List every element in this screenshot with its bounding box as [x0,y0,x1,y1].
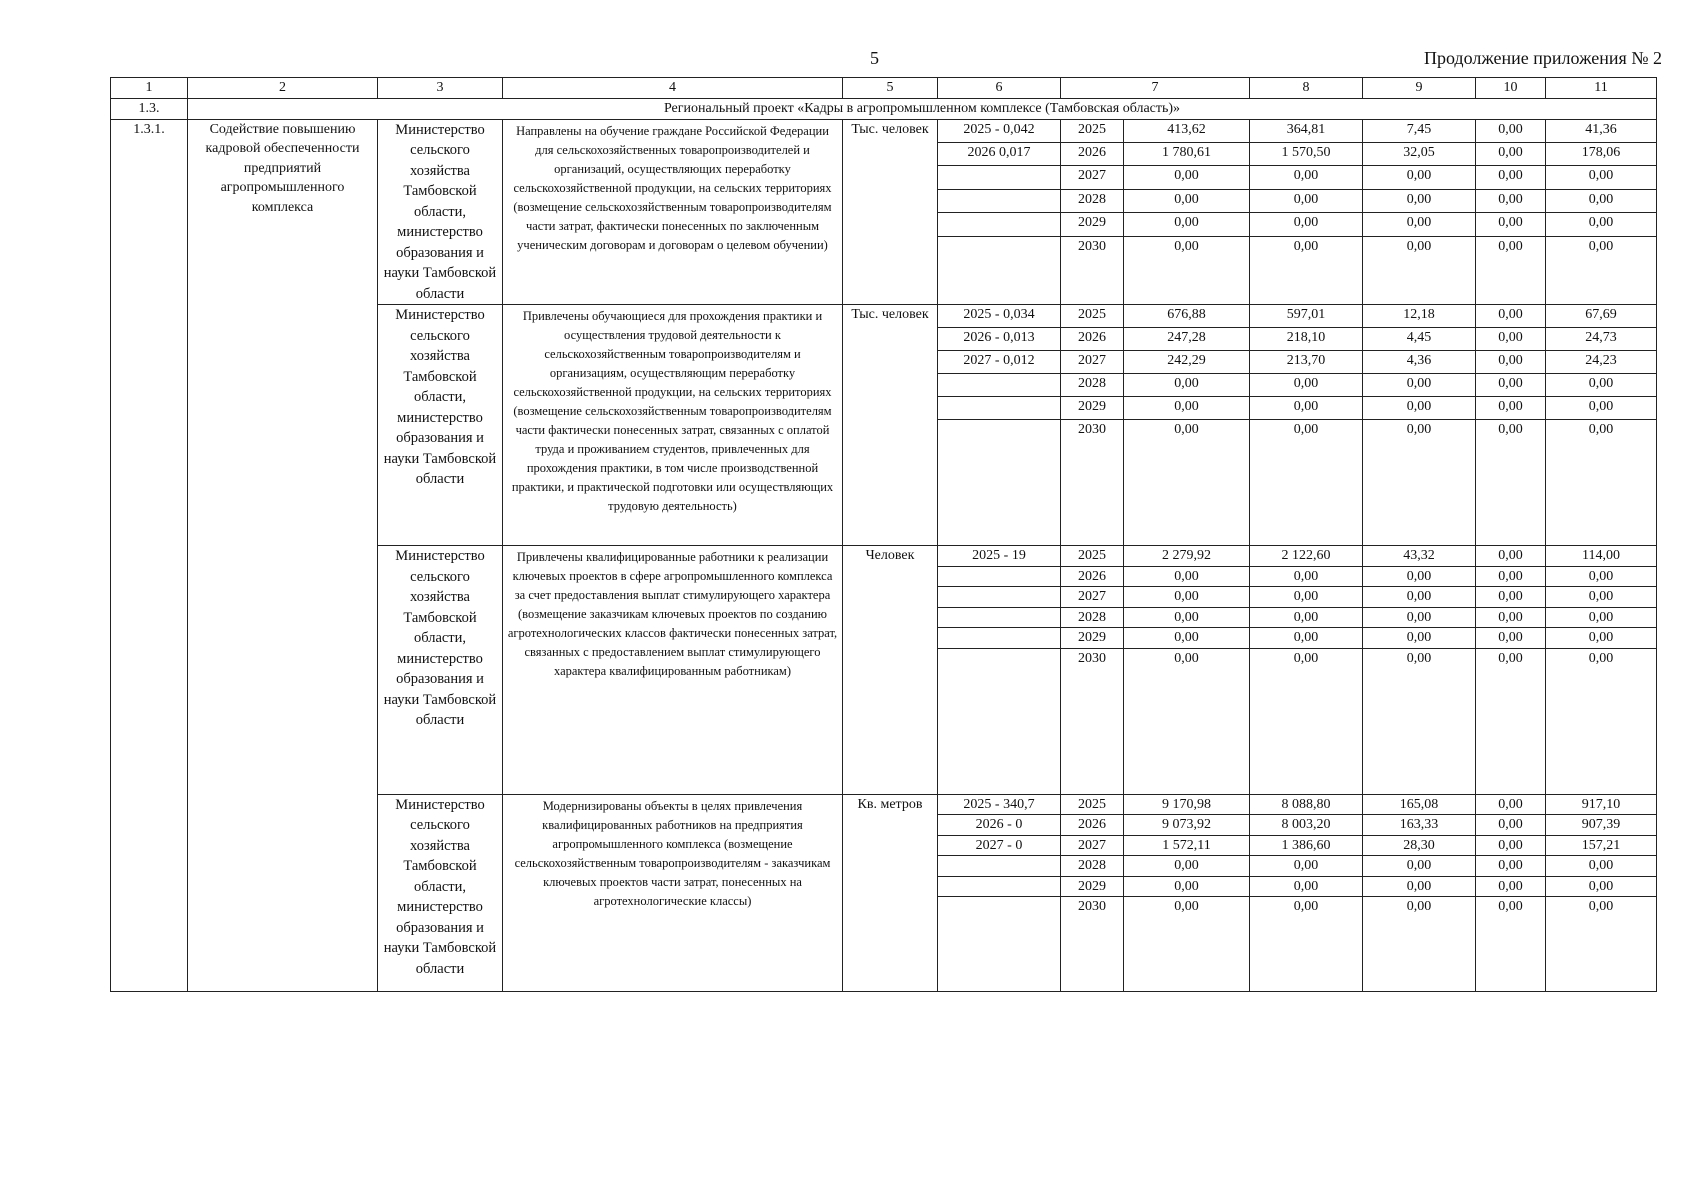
federal-budget-cell: 597,01 [1250,305,1363,328]
federal-budget-cell: 0,00 [1250,897,1363,992]
total-funding-cell: 0,00 [1124,166,1250,189]
regional-budget-cell: 0,00 [1363,420,1476,546]
regional-budget-cell: 0,00 [1363,876,1476,897]
extrabudgetary-cell: 24,73 [1546,328,1657,351]
year-cell: 2030 [1061,648,1124,794]
responsible-ministry: Министерство сельского хозяйства Тамбовской области, министерство образования и науки Тамбовской области [378,546,503,795]
target-value [938,607,1061,628]
col-header: 2 [188,78,378,99]
target-value [938,856,1061,877]
total-funding-cell: 413,62 [1124,119,1250,142]
regional-budget-cell: 165,08 [1363,794,1476,815]
total-funding-cell: 242,29 [1124,351,1250,374]
local-budget-cell: 0,00 [1476,305,1546,328]
local-budget-cell: 0,00 [1476,166,1546,189]
year-cell: 2029 [1061,628,1124,649]
local-budget-cell: 0,00 [1476,397,1546,420]
project-row [111,99,1657,120]
total-funding-cell: 0,00 [1124,648,1250,794]
item-name: Содействие повышению кадровой обеспеченности предприятий агропромышленного комплекса [188,119,378,992]
year-cell: 2030 [1061,897,1124,992]
target-value [938,397,1061,420]
federal-budget-cell: 213,70 [1250,351,1363,374]
regional-budget-cell: 4,36 [1363,351,1476,374]
local-budget-cell: 0,00 [1476,835,1546,856]
target-value [938,897,1061,992]
item-code: 1.3.1. [111,119,188,992]
total-funding-cell: 0,00 [1124,607,1250,628]
local-budget-cell: 0,00 [1476,876,1546,897]
target-value: 2025 - 19 [938,546,1061,567]
page-number: 5 [870,48,879,68]
local-budget-cell: 0,00 [1476,815,1546,836]
target-value [938,166,1061,189]
local-budget-cell: 0,00 [1476,628,1546,649]
result-description: Модернизированы объекты в целях привлечения квалифицированных работников на предприятия агропромышленного комплекса (возмещение сельскохозяйственным товаропроизводителям - заказчикам ключевых проектов части затрат, понесенных на агротехнологические классы) [503,794,843,992]
total-funding-cell: 247,28 [1124,328,1250,351]
year-cell: 2028 [1061,189,1124,212]
extrabudgetary-cell: 917,10 [1546,794,1657,815]
year-cell: 2028 [1061,856,1124,877]
regional-budget-cell: 0,00 [1363,607,1476,628]
local-budget-cell: 0,00 [1476,546,1546,567]
federal-budget-cell: 8 088,80 [1250,794,1363,815]
extrabudgetary-cell: 0,00 [1546,189,1657,212]
total-funding-cell: 0,00 [1124,189,1250,212]
regional-budget-cell: 0,00 [1363,566,1476,587]
federal-budget-cell: 0,00 [1250,213,1363,236]
target-value [938,876,1061,897]
unit-of-measure: Тыс. человек [843,305,938,546]
local-budget-cell: 0,00 [1476,236,1546,304]
year-cell: 2026 [1061,328,1124,351]
target-value [938,189,1061,212]
local-budget-cell: 0,00 [1476,897,1546,992]
local-budget-cell: 0,00 [1476,794,1546,815]
regional-budget-cell: 0,00 [1363,628,1476,649]
regional-budget-cell: 43,32 [1363,546,1476,567]
year-cell: 2027 [1061,587,1124,608]
column-number-row [111,78,1657,99]
responsible-ministry: Министерство сельского хозяйства Тамбовской области, министерство образования и науки Тамбовской области [378,119,503,305]
regional-budget-cell: 28,30 [1363,835,1476,856]
extrabudgetary-cell: 178,06 [1546,142,1657,165]
col-header: 7 [1061,78,1250,99]
target-value [938,420,1061,546]
year-cell: 2028 [1061,374,1124,397]
col-header: 4 [503,78,843,99]
year-cell: 2029 [1061,876,1124,897]
local-budget-cell: 0,00 [1476,328,1546,351]
year-cell: 2026 [1061,815,1124,836]
regional-budget-cell: 0,00 [1363,166,1476,189]
year-cell: 2030 [1061,236,1124,304]
federal-budget-cell: 0,00 [1250,420,1363,546]
extrabudgetary-cell: 67,69 [1546,305,1657,328]
result-description: Привлечены квалифицированные работники к реализации ключевых проектов в сфере агропромышленного комплекса за счет предоставления выплат стимулирующего характера (возмещение заказчикам ключевых проектов по созданию агротехнологических классов фактически понесенных затрат, связанных с предоставлением выплат стимулирующего характера квалифицированным работникам) [503,546,843,795]
local-budget-cell: 0,00 [1476,587,1546,608]
regional-budget-cell: 0,00 [1363,397,1476,420]
federal-budget-cell: 364,81 [1250,119,1363,142]
federal-budget-cell: 0,00 [1250,876,1363,897]
total-funding-cell: 9 170,98 [1124,794,1250,815]
col-header: 9 [1363,78,1476,99]
regional-budget-cell: 0,00 [1363,189,1476,212]
year-cell: 2025 [1061,305,1124,328]
total-funding-cell: 0,00 [1124,856,1250,877]
target-value [938,587,1061,608]
col-header: 1 [111,78,188,99]
extrabudgetary-cell: 0,00 [1546,876,1657,897]
year-cell: 2029 [1061,213,1124,236]
federal-budget-cell: 1 570,50 [1250,142,1363,165]
extrabudgetary-cell: 41,36 [1546,119,1657,142]
local-budget-cell: 0,00 [1476,648,1546,794]
extrabudgetary-cell: 0,00 [1546,397,1657,420]
result-description: Привлечены обучающиеся для прохождения практики и осуществления трудовой деятельности к сельскохозяйственным товаропроизводителям и организациям, осуществляющим переработку сельскохозяйственной продукции, на сельских территориях (возмещение сельскохозяйственным товаропроизводителям части фактически понесенных затрат, связанных с оплатой труда и проживанием студентов, привлеченных для прохождения практики, в том числе производственной практики, и практической подготовки или осуществляющих трудовую деятельность) [503,305,843,546]
year-cell: 2028 [1061,607,1124,628]
target-value [938,374,1061,397]
extrabudgetary-cell: 0,00 [1546,897,1657,992]
total-funding-cell: 9 073,92 [1124,815,1250,836]
regional-budget-cell: 0,00 [1363,374,1476,397]
federal-budget-cell: 218,10 [1250,328,1363,351]
regional-budget-cell: 7,45 [1363,119,1476,142]
continuation-label: Продолжение приложения № 2 [1423,48,1662,68]
col-header: 8 [1250,78,1363,99]
total-funding-cell: 676,88 [1124,305,1250,328]
total-funding-cell: 0,00 [1124,420,1250,546]
total-funding-cell: 0,00 [1124,374,1250,397]
target-value: 2025 - 0,034 [938,305,1061,328]
local-budget-cell: 0,00 [1476,142,1546,165]
target-value: 2027 - 0,012 [938,351,1061,374]
total-funding-cell: 0,00 [1124,397,1250,420]
local-budget-cell: 0,00 [1476,607,1546,628]
regional-budget-cell: 0,00 [1363,648,1476,794]
year-cell: 2029 [1061,397,1124,420]
extrabudgetary-cell: 0,00 [1546,566,1657,587]
result-description: Направлены на обучение граждане Российской Федерации для сельскохозяйственных товаропроизводителей и организаций, осуществляющих переработку сельскохозяйственной продукции, на сельских территориях (возмещение сельскохозяйственным товаропроизводителям части затрат, фактически понесенных по заключенным ученическим договорам и договорам о целевом обучении) [503,119,843,305]
federal-budget-cell: 0,00 [1250,856,1363,877]
regional-budget-cell: 0,00 [1363,856,1476,877]
target-value: 2025 - 340,7 [938,794,1061,815]
local-budget-cell: 0,00 [1476,189,1546,212]
unit-of-measure: Кв. метров [843,794,938,992]
total-funding-cell: 0,00 [1124,876,1250,897]
col-header: 11 [1546,78,1657,99]
col-header: 3 [378,78,503,99]
year-cell: 2030 [1061,420,1124,546]
extrabudgetary-cell: 0,00 [1546,648,1657,794]
local-budget-cell: 0,00 [1476,566,1546,587]
local-budget-cell: 0,00 [1476,119,1546,142]
unit-of-measure: Тыс. человек [843,119,938,305]
regional-budget-cell: 163,33 [1363,815,1476,836]
year-cell: 2025 [1061,546,1124,567]
extrabudgetary-cell: 24,23 [1546,351,1657,374]
regional-budget-cell: 32,05 [1363,142,1476,165]
regional-budget-cell: 0,00 [1363,236,1476,304]
regional-budget-cell: 0,00 [1363,897,1476,992]
federal-budget-cell: 0,00 [1250,166,1363,189]
target-value [938,628,1061,649]
target-value [938,648,1061,794]
total-funding-cell: 0,00 [1124,213,1250,236]
regional-budget-cell: 0,00 [1363,213,1476,236]
extrabudgetary-cell: 0,00 [1546,166,1657,189]
year-cell: 2027 [1061,351,1124,374]
responsible-ministry: Министерство сельского хозяйства Тамбовской области, министерство образования и науки Тамбовской области [378,305,503,546]
target-value [938,566,1061,587]
regional-budget-cell: 0,00 [1363,587,1476,608]
extrabudgetary-cell: 114,00 [1546,546,1657,567]
extrabudgetary-cell: 157,21 [1546,835,1657,856]
col-header: 6 [938,78,1061,99]
total-funding-cell: 2 279,92 [1124,546,1250,567]
extrabudgetary-cell: 0,00 [1546,236,1657,304]
target-value: 2026 - 0,013 [938,328,1061,351]
year-cell: 2027 [1061,166,1124,189]
local-budget-cell: 0,00 [1476,374,1546,397]
federal-budget-cell: 0,00 [1250,236,1363,304]
federal-budget-cell: 2 122,60 [1250,546,1363,567]
total-funding-cell: 0,00 [1124,236,1250,304]
year-cell: 2026 [1061,566,1124,587]
federal-budget-cell: 8 003,20 [1250,815,1363,836]
local-budget-cell: 0,00 [1476,420,1546,546]
target-value [938,213,1061,236]
target-value: 2025 - 0,042 [938,119,1061,142]
extrabudgetary-cell: 907,39 [1546,815,1657,836]
extrabudgetary-cell: 0,00 [1546,420,1657,546]
total-funding-cell: 0,00 [1124,566,1250,587]
extrabudgetary-cell: 0,00 [1546,607,1657,628]
target-value: 2026 0,017 [938,142,1061,165]
extrabudgetary-cell: 0,00 [1546,213,1657,236]
target-value: 2026 - 0 [938,815,1061,836]
total-funding-cell: 0,00 [1124,628,1250,649]
extrabudgetary-cell: 0,00 [1546,856,1657,877]
federal-budget-cell: 0,00 [1250,607,1363,628]
total-funding-cell: 1 572,11 [1124,835,1250,856]
year-cell: 2025 [1061,794,1124,815]
extrabudgetary-cell: 0,00 [1546,587,1657,608]
total-funding-cell: 0,00 [1124,897,1250,992]
regional-budget-cell: 12,18 [1363,305,1476,328]
federal-budget-cell: 0,00 [1250,587,1363,608]
project-code: 1.3. [111,99,188,120]
extrabudgetary-cell: 0,00 [1546,628,1657,649]
federal-budget-cell: 0,00 [1250,628,1363,649]
year-cell: 2026 [1061,142,1124,165]
year-cell: 2025 [1061,119,1124,142]
extrabudgetary-cell: 0,00 [1546,374,1657,397]
col-header: 5 [843,78,938,99]
col-header: 10 [1476,78,1546,99]
appendix-table [110,77,1657,992]
local-budget-cell: 0,00 [1476,856,1546,877]
federal-budget-cell: 1 386,60 [1250,835,1363,856]
federal-budget-cell: 0,00 [1250,189,1363,212]
federal-budget-cell: 0,00 [1250,648,1363,794]
project-title: Региональный проект «Кадры в агропромышленном комплексе (Тамбовская область)» [188,99,1657,120]
target-value: 2027 - 0 [938,835,1061,856]
federal-budget-cell: 0,00 [1250,374,1363,397]
table-row [111,119,1657,142]
regional-budget-cell: 4,45 [1363,328,1476,351]
target-value [938,236,1061,304]
responsible-ministry: Министерство сельского хозяйства Тамбовской области, министерство образования и науки Тамбовской области [378,794,503,992]
local-budget-cell: 0,00 [1476,351,1546,374]
unit-of-measure: Человек [843,546,938,795]
federal-budget-cell: 0,00 [1250,566,1363,587]
total-funding-cell: 0,00 [1124,587,1250,608]
local-budget-cell: 0,00 [1476,213,1546,236]
federal-budget-cell: 0,00 [1250,397,1363,420]
year-cell: 2027 [1061,835,1124,856]
total-funding-cell: 1 780,61 [1124,142,1250,165]
